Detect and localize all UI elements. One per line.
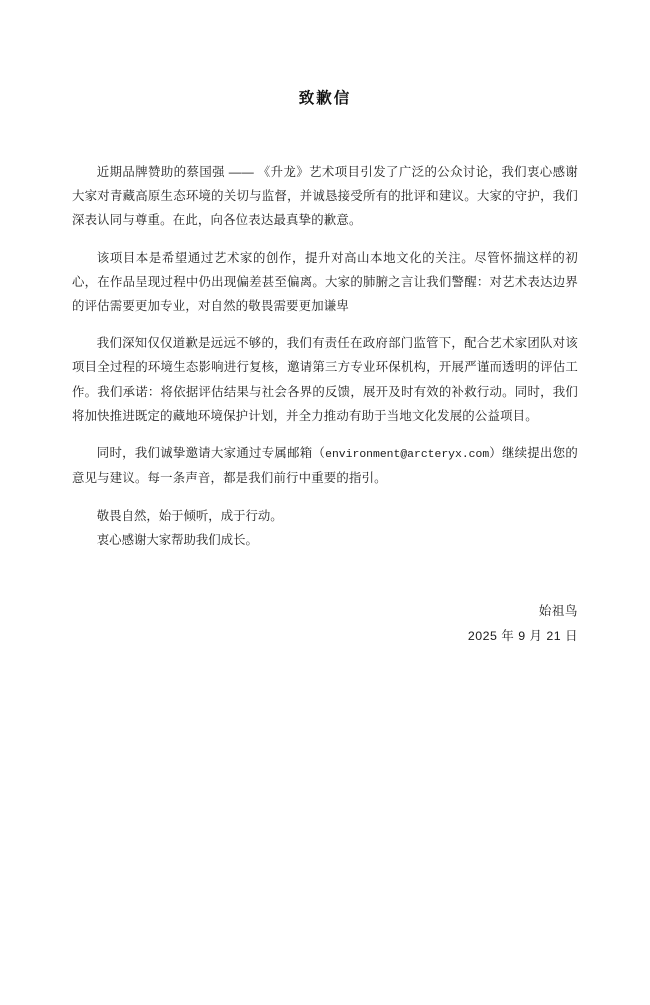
closing-line-2: 衷心感谢大家帮助我们成长。 xyxy=(96,533,258,548)
signature-name: 始祖鸟 xyxy=(538,603,578,618)
email-para-after: ）继续提出您的意见与建议。每一条声音，都是我们前行中重要的指引。 xyxy=(72,445,578,486)
document-body xyxy=(72,160,578,649)
email-para-before: 同时，我们诚挚邀请大家通过专属邮箱（ xyxy=(96,445,326,460)
paragraph-2: 该项目本是希望通过艺术家的创作，提升对高山本地文化的关注。尽管怀揣这样的初心，在作品呈现过程中仍出现偏差甚至偏离。大家的肺腑之言让我们警醒：对艺术表达边界的评估需要更加专业，对自然的敬畏需要更加谦卑 xyxy=(72,250,578,313)
page-title: 致歉信 xyxy=(298,90,352,107)
paragraph-email xyxy=(72,441,578,490)
closing-block xyxy=(72,504,578,552)
signature-date: 2025 年 9 月 21 日 xyxy=(467,628,578,643)
contact-email[interactable]: environment@arcteryx.com xyxy=(325,448,490,461)
paragraph-1: 近期品牌赞助的蔡国强 —— 《升龙》艺术项目引发了广泛的公众讨论，我们衷心感谢大家对青藏高原生态环境的关切与监督，并诚恳接受所有的批评和建议。大家的守护，我们深表认同与尊重。在此，向各位表达最真挚的歉意。 xyxy=(72,165,578,228)
signature-block xyxy=(72,599,578,649)
document-page xyxy=(0,86,650,1005)
closing-line-1: 敬畏自然，始于倾听，成于行动。 xyxy=(96,509,283,524)
paragraph-3: 我们深知仅仅道歉是远远不够的，我们有责任在政府部门监管下，配合艺术家团队对该项目全过程的环境生态影响进行复核，邀请第三方专业环保机构，开展严谨而透明的评估工作。我们承诺：将依据评估结果与社会各界的反馈，展开及时有效的补救行动。同时，我们将加快推进既定的藏地环境保护计划，并全力推动有助于当地文化发展的公益项目。 xyxy=(72,336,578,423)
